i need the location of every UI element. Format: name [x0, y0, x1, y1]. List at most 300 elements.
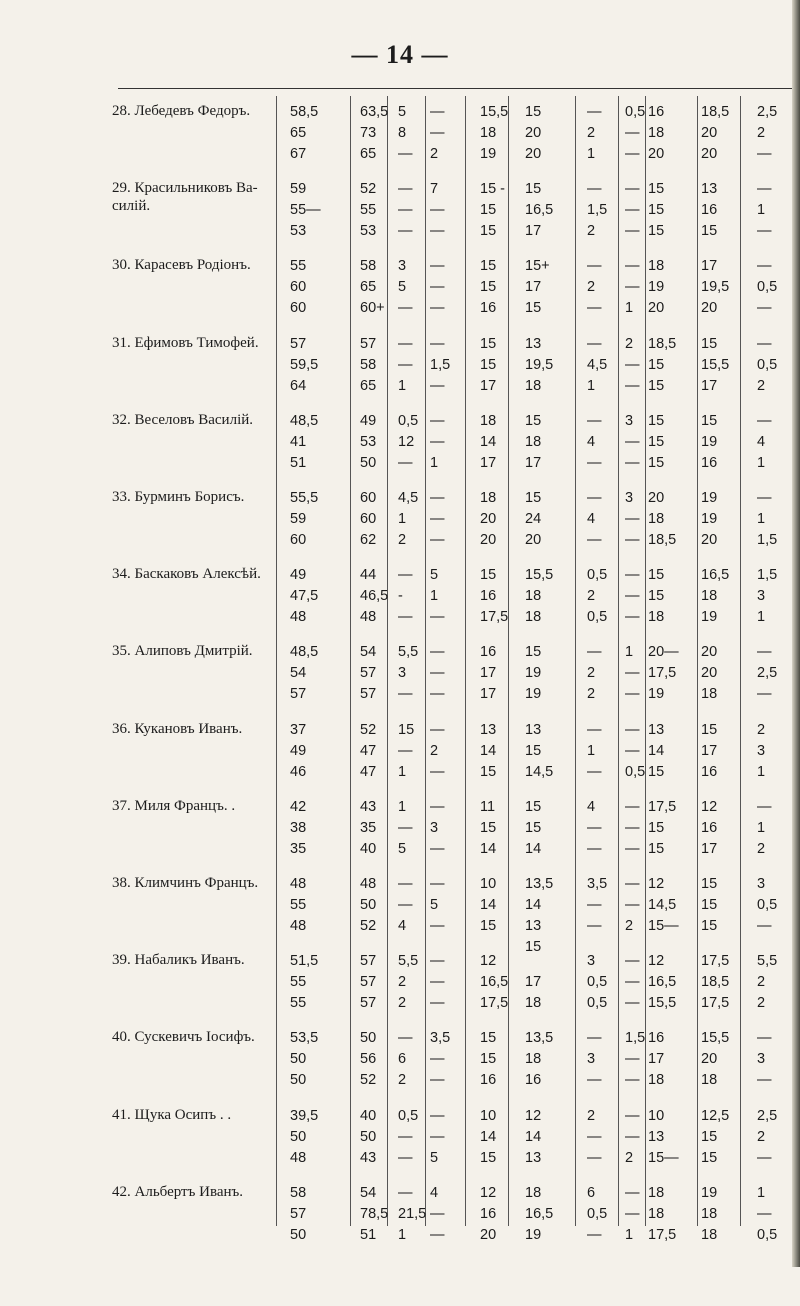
table-cell: 47,5 [290, 588, 319, 605]
table-cell: 19 [525, 686, 542, 703]
table-cell: — [430, 433, 445, 450]
person-name [112, 565, 272, 583]
table-cell: 1 [625, 1226, 634, 1243]
table-cell: 19 [525, 665, 542, 682]
person-name [112, 256, 272, 274]
table-cell: 2 [587, 223, 596, 240]
person-name-line: 39. Набаликъ Иванъ. [112, 952, 245, 969]
person-name-line: 28. Лебедевъ Федоръ. [112, 103, 251, 119]
table-cell: 3 [587, 1051, 596, 1068]
table-cell: — [587, 1226, 602, 1243]
table-cell: — [587, 1128, 602, 1145]
table-cell: 3 [757, 742, 766, 759]
table-cell: 16 [701, 819, 718, 836]
table-cell: 16 [648, 104, 665, 120]
table-cell: 13,5 [525, 1030, 554, 1047]
table-cell: — [587, 258, 602, 275]
table-cell: 2 [430, 742, 439, 759]
table-cell: — [625, 840, 640, 857]
table-cell: 18 [648, 511, 665, 527]
table-cell: — [587, 412, 602, 429]
table-cell: 15 [701, 412, 718, 429]
table-cell: 63,5 [360, 104, 389, 120]
table-cell: — [398, 202, 413, 219]
table-cell: 59 [290, 181, 307, 198]
table-cell: 3 [757, 588, 766, 605]
table-cell: 16 [648, 1030, 665, 1047]
table-cell: 54 [290, 665, 307, 682]
table-cell: 18 [525, 995, 542, 1012]
table-cell: — [625, 974, 640, 991]
table-cell: 67 [290, 146, 307, 162]
table-cell: 5 [430, 1149, 439, 1166]
table-cell: 18,5 [701, 104, 730, 120]
table-cell: 15,5 [525, 567, 554, 584]
table-cell: 6 [587, 1184, 596, 1201]
table-cell: — [430, 104, 445, 120]
table-cell: 4 [430, 1184, 439, 1201]
table-cell: 15 [480, 356, 497, 373]
table-cell: 13 [525, 721, 542, 738]
table-cell: 1 [757, 609, 766, 626]
table-cell: — [625, 953, 640, 970]
table-cell: 46,5 [360, 588, 389, 605]
table-cell: 14,5 [525, 763, 554, 780]
table-cell: 19 [701, 490, 718, 506]
table-cell: 55 [360, 202, 377, 219]
table-cell: 20 [525, 125, 542, 141]
table-cell: — [625, 356, 640, 373]
table-cell: — [625, 897, 640, 913]
table-cell: 15 [648, 377, 665, 394]
table-cell: 49 [360, 412, 377, 429]
table-cell: — [430, 763, 445, 780]
table-cell: 17 [480, 665, 497, 682]
table-cell: 35 [290, 840, 307, 857]
table-top-rule [118, 88, 794, 89]
table-cell: 15,5 [648, 995, 677, 1012]
table-cell: 0,5 [625, 104, 646, 120]
table-cell: 18 [701, 588, 718, 605]
table-cell: — [430, 840, 445, 857]
table-cell: 5 [430, 567, 439, 584]
table-cell: — [757, 686, 772, 703]
table-cell: — [430, 1128, 445, 1145]
page-edge [792, 0, 800, 1267]
table-cell: 17 [480, 454, 497, 471]
table-cell: — [625, 181, 640, 198]
table-cell: 57 [360, 953, 377, 970]
table-cell: 17 [525, 974, 542, 991]
table-cell: 44 [360, 567, 377, 584]
person-name [112, 874, 272, 892]
table-cell: — [587, 335, 602, 352]
table-cell: 2 [757, 377, 766, 394]
table-cell: 17,5 [648, 798, 677, 815]
table-cell: — [430, 532, 445, 548]
table-cell: 17 [701, 258, 718, 275]
table-cell: 19 [701, 609, 718, 626]
table-cell: 35 [360, 819, 377, 836]
table-cell: 1 [587, 377, 596, 394]
table-cell: 18 [648, 125, 665, 141]
table-cell: — [757, 300, 772, 317]
table-cell: 16,5 [648, 974, 677, 991]
person-name [112, 179, 272, 215]
table-cell: 58 [360, 258, 377, 275]
table-cell: 24 [525, 511, 542, 527]
table-cell: 17 [480, 686, 497, 703]
table-cell: 18 [480, 125, 497, 141]
person-name-line: 42. Альбертъ Иванъ. [112, 1183, 244, 1200]
table-cell: — [430, 665, 445, 682]
table-cell: 13 [525, 335, 542, 352]
table-cell: — [625, 511, 640, 527]
table-cell: 1,5 [625, 1030, 646, 1047]
table-cell: 5 [430, 897, 439, 913]
person-name-line: 36. Кукановъ Иванъ. [112, 720, 243, 737]
table-cell: 14 [480, 742, 497, 759]
person-name-line: 37. Миля Францъ. . [112, 797, 236, 814]
table-cell: — [757, 146, 772, 162]
table-cell: 15 [648, 840, 665, 857]
table-cell: 17,5 [648, 1226, 677, 1243]
table-cell: — [398, 609, 413, 626]
person-name-line: 33. Бурминъ Борисъ. [112, 489, 245, 505]
table-cell: 18 [648, 258, 665, 275]
table-cell: 15 [648, 588, 665, 605]
table-cell: 0,5 [587, 995, 608, 1012]
table-cell: 15 [398, 721, 415, 738]
table-cell: 14 [480, 1128, 497, 1145]
table-cell: — [430, 798, 445, 815]
table-cell: 18 [480, 412, 497, 429]
table-cell: 0,5 [587, 567, 608, 584]
table-cell: 18 [525, 1184, 542, 1201]
table-cell: 78,5 [360, 1205, 389, 1222]
table-cell: 62 [360, 532, 377, 548]
table-cell: 11 [480, 798, 496, 815]
table-cell: 5,5 [398, 953, 419, 970]
table-cell: 14 [648, 742, 665, 759]
table-cell: — [757, 181, 772, 198]
table-cell: 0,5 [757, 279, 778, 296]
table-cell: — [625, 125, 640, 141]
table-cell: - [398, 588, 403, 605]
table-cell: 1 [757, 511, 766, 527]
person-name-line: 34. Баскаковъ Алексѣй. [112, 566, 261, 583]
table-cell: 18,5 [701, 974, 730, 991]
table-cell: 15— [648, 1149, 679, 1166]
table-cell: 51 [360, 1226, 377, 1243]
table-cell: 2 [587, 665, 596, 682]
table-cell: 15 [525, 490, 542, 506]
table-cell: 15 [701, 1149, 718, 1166]
table-cell: 17 [701, 840, 718, 857]
table-cell: 60 [290, 300, 307, 317]
table-cell: 20 [701, 532, 718, 548]
table-cell: 15 [701, 876, 718, 892]
table-cell: 65 [360, 146, 377, 162]
table-cell: 14 [480, 840, 497, 857]
table-cell: 55 [290, 974, 307, 991]
table-cell: 37 [290, 721, 307, 738]
table-cell: 15 [480, 223, 497, 240]
table-cell: 18 [525, 1051, 542, 1068]
table-cell: 52 [360, 918, 377, 934]
table-cell: 15 [480, 279, 497, 296]
table-cell: 1 [757, 454, 766, 471]
table-cell: — [625, 377, 640, 394]
table-cell: 12 [480, 1184, 497, 1201]
page-number: — 14 — [351, 40, 449, 69]
table-cell: 16 [480, 1205, 497, 1222]
table-cell: — [625, 665, 640, 682]
table-cell: 16 [525, 1072, 542, 1089]
table-cell: 16 [480, 644, 497, 661]
table-cell: 64 [290, 377, 307, 394]
person-name [112, 951, 272, 969]
table-cell: 12 [701, 798, 718, 815]
table-cell: 15 [648, 223, 665, 240]
table-cell: — [430, 300, 445, 317]
table-cell: 20 [525, 146, 542, 162]
table-cell: 16,5 [525, 202, 554, 219]
person-name-line: 40. Сускевичъ Іосифъ. [112, 1029, 255, 1046]
table-cell: — [398, 146, 413, 162]
table-cell: 13 [525, 1149, 542, 1166]
table-cell: — [625, 1072, 640, 1089]
table-cell: 52 [360, 181, 377, 198]
table-cell: 2 [430, 146, 439, 162]
person-name-line: 29. Красильниковъ Ва- [112, 180, 258, 197]
person-name-line: 38. Климчинъ Францъ. [112, 875, 259, 891]
table-cell: 16 [480, 588, 497, 605]
table-cell: 15 [648, 819, 665, 836]
table-cell: 41 [290, 433, 307, 450]
person-name [112, 334, 272, 352]
table-cell: 4 [587, 511, 596, 527]
table-cell: — [398, 567, 413, 584]
table-cell: 50 [360, 1030, 377, 1047]
table-cell: — [625, 567, 640, 584]
table-cell: 58 [360, 356, 377, 373]
table-cell: 55,5 [290, 490, 319, 506]
table-cell: 48,5 [290, 644, 319, 661]
table-cell: 73 [360, 125, 377, 141]
table-cell: 55 [290, 258, 307, 275]
table-cell: 18 [525, 588, 542, 605]
table-cell: 3 [625, 490, 634, 506]
table-cell: 20 [480, 1226, 497, 1243]
table-cell: 1 [398, 1226, 407, 1243]
table-cell: 14 [480, 433, 497, 450]
table-cell: — [430, 412, 445, 429]
table-cell: — [430, 258, 445, 275]
table-cell: 48 [360, 876, 377, 892]
table-cell: 3 [398, 665, 407, 682]
table-cell: 0,5 [757, 1226, 778, 1243]
table-cell: 15 [701, 721, 718, 738]
table-cell: 1,5 [430, 356, 451, 373]
table-cell: 39,5 [290, 1107, 319, 1124]
table-cell: — [430, 511, 445, 527]
table-cell: 1 [587, 146, 596, 162]
table-cell: 13,5 [525, 876, 554, 892]
table-cell: — [398, 897, 413, 913]
table-cell: — [625, 1107, 640, 1124]
table-cell: 0,5 [398, 1107, 419, 1124]
table-cell: — [757, 223, 772, 240]
table-cell: 1 [587, 742, 596, 759]
table-cell: 1 [430, 588, 439, 605]
table-cell: 15 [701, 1128, 718, 1145]
table-cell: 17,5 [701, 953, 730, 970]
table-cell: 57 [290, 686, 307, 703]
table-cell: — [430, 1072, 445, 1089]
table-cell: 2 [587, 588, 596, 605]
table-cell: — [587, 644, 602, 661]
table-cell: 19 [480, 146, 497, 162]
table-cell: 18 [648, 1072, 665, 1089]
table-cell: 40 [360, 840, 377, 857]
table-cell: — [430, 644, 445, 661]
table-cell: — [587, 763, 602, 780]
table-cell: 0,5 [587, 974, 608, 991]
table-cell: 43 [360, 798, 377, 815]
table-cell: — [757, 1030, 772, 1047]
table-cell: 15 [648, 181, 665, 198]
person-name [112, 797, 272, 815]
table-cell: 0,5 [757, 356, 778, 373]
table-cell: — [625, 609, 640, 626]
table-cell: 48 [290, 876, 307, 892]
table-cell: — [430, 377, 445, 394]
table-cell: 12 [648, 953, 665, 970]
table-cell: 5 [398, 104, 407, 120]
table-cell: 4 [587, 433, 596, 450]
table-cell: 65 [360, 279, 377, 296]
table-cell: 20 [701, 1051, 718, 1068]
table-cell: — [430, 279, 445, 296]
table-cell: 2 [587, 279, 596, 296]
table-cell: 21,5 [398, 1205, 427, 1222]
table-cell: — [625, 202, 640, 219]
table-cell: 15 [480, 335, 497, 352]
person-name-line: силій. [112, 198, 151, 215]
table-cell: 60 [360, 511, 377, 527]
table-cell: 1 [398, 798, 407, 815]
table-cell: 52 [360, 721, 377, 738]
table-cell: — [398, 1128, 413, 1145]
table-cell: — [625, 588, 640, 605]
table-cell: 4 [398, 918, 407, 934]
table-cell: 5,5 [398, 644, 419, 661]
table-cell: 10 [480, 1107, 497, 1124]
table-cell: — [398, 819, 413, 836]
table-cell: — [757, 1149, 772, 1166]
table-cell: 2 [757, 721, 766, 738]
table-cell: 49 [290, 742, 307, 759]
table-cell: 15 [525, 300, 542, 317]
table-cell: 18 [648, 609, 665, 626]
table-cell: 48 [290, 918, 307, 934]
table-cell: 17,5 [480, 609, 509, 626]
table-cell: — [587, 1030, 602, 1047]
table-cell: 17 [480, 377, 497, 394]
table-cell: 20 [480, 532, 497, 548]
table-cell: 55 [290, 897, 307, 913]
person-name [112, 488, 272, 506]
table-cell: — [587, 490, 602, 506]
table-cell: 4 [757, 433, 766, 450]
table-cell: 2 [398, 974, 407, 991]
table-cell: — [430, 1107, 445, 1124]
table-cell: 1 [398, 377, 407, 394]
table-cell: 16,5 [525, 1205, 554, 1222]
table-cell: 1,5 [757, 532, 778, 548]
person-name-line: 35. Алиповъ Дмитрій. [112, 643, 253, 660]
person-name [112, 102, 272, 120]
table-cell: — [430, 202, 445, 219]
table-cell: — [625, 532, 640, 548]
table-cell: 10 [480, 876, 497, 892]
table-cell: 16,5 [701, 567, 730, 584]
table-cell: 7 [430, 181, 439, 198]
table-cell: 2 [757, 995, 766, 1012]
table-cell: 18 [648, 1205, 665, 1222]
table-cell: 17 [701, 742, 718, 759]
table-cell: — [757, 1072, 772, 1089]
table-cell: — [625, 433, 640, 450]
table-cell: 50 [290, 1128, 307, 1145]
table-cell: 51 [290, 454, 307, 471]
table-cell: 17,5 [480, 995, 509, 1012]
table-cell: 12,5 [701, 1107, 730, 1124]
table-cell: — [398, 454, 413, 471]
person-name [112, 1183, 272, 1201]
table-cell: — [625, 995, 640, 1012]
table-cell: 54 [360, 644, 377, 661]
table-cell: 16 [701, 202, 718, 219]
table-cell: 55— [290, 202, 321, 219]
table-cell: 2,5 [757, 665, 778, 682]
table-cell: — [587, 181, 602, 198]
table-cell: — [625, 1128, 640, 1145]
table-cell: 18 [480, 490, 497, 506]
table-cell: 15 [480, 202, 497, 219]
table-cell: 0,5 [587, 1205, 608, 1222]
table-cell: 57 [360, 686, 377, 703]
table-cell: 49 [290, 567, 307, 584]
table-cell: 15 [525, 742, 542, 759]
table-cell: 2 [625, 1149, 634, 1166]
table-cell: — [757, 490, 772, 506]
table-cell: 53 [290, 223, 307, 240]
table-cell: 15 [648, 433, 665, 450]
table-cell: 20 [701, 665, 718, 682]
table-cell: — [625, 798, 640, 815]
table-cell: 40 [360, 1107, 377, 1124]
table-cell: 15 [648, 567, 665, 584]
table-cell: 15 [525, 644, 542, 661]
table-cell: — [398, 686, 413, 703]
table-cell: 58,5 [290, 104, 319, 120]
table-cell: — [587, 897, 602, 913]
table-cell: 4 [587, 798, 596, 815]
table-cell: 53 [360, 433, 377, 450]
table-cell: 19 [525, 1226, 542, 1243]
